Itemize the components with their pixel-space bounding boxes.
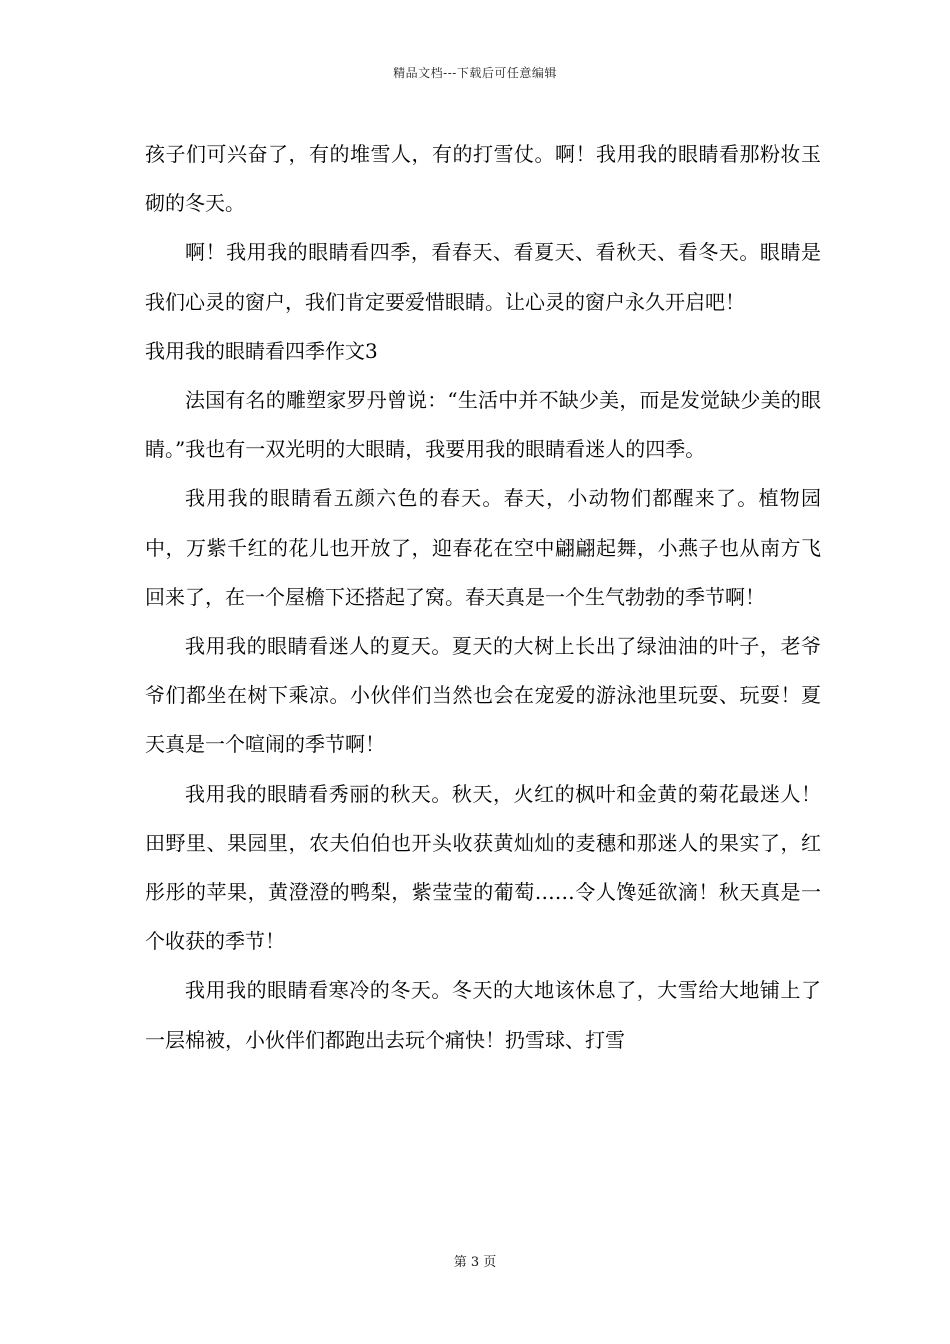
page-number: 第 3 页 <box>453 1255 497 1270</box>
paragraph: 法国有名的雕塑家罗丹曾说：“生活中并不缺少美，而是发觉缺少美的眼睛。”我也有一双光明的大眼睛，我要用我的眼睛看迷人的四季。 <box>145 388 821 462</box>
paragraph: 我用我的眼睛看寒冷的冬天。冬天的大地该休息了，大雪给大地铺上了一层棉被，小伙伴们都跑出去玩个痛快！扔雪球、打雪 <box>145 978 821 1052</box>
document-body <box>145 130 821 1065</box>
paragraph: 孩子们可兴奋了，有的堆雪人，有的打雪仗。啊！我用我的眼睛看那粉妆玉砌的冬天。 <box>145 142 821 216</box>
paragraph: 我用我的眼睛看五颜六色的春天。春天，小动物们都醒来了。植物园中，万紫千红的花儿也开放了，迎春花在空中翩翩起舞，小燕子也从南方飞回来了，在一个屋檐下还搭起了窝。春天真是一个生气勃勃的季节啊！ <box>145 486 821 609</box>
paragraph: 我用我的眼睛看迷人的夏天。夏天的大树上长出了绿油油的叶子，老爷爷们都坐在树下乘凉。小伙伴们当然也会在宠爱的游泳池里玩耍、玩耍！夏天真是一个喧闹的季节啊！ <box>145 634 821 757</box>
paragraph: 啊！我用我的眼睛看四季，看春天、看夏天、看秋天、看冬天。眼睛是我们心灵的窗户，我们肯定要爱惜眼睛。让心灵的窗户永久开启吧！ <box>145 240 821 314</box>
section-heading: 我用我的眼睛看四季作文3 <box>145 338 378 363</box>
paragraph: 我用我的眼睛看秀丽的秋天。秋天，火红的枫叶和金黄的菊花最迷人！田野里、果园里，农夫伯伯也开头收获黄灿灿的麦穗和那迷人的果实了，红彤彤的苹果，黄澄澄的鸭梨，紫莹莹的葡萄……令人馋延欲滴！秋天真是一个收获的季节！ <box>145 781 821 954</box>
page-header: 精品文档---下载后可任意编辑 <box>393 66 557 80</box>
